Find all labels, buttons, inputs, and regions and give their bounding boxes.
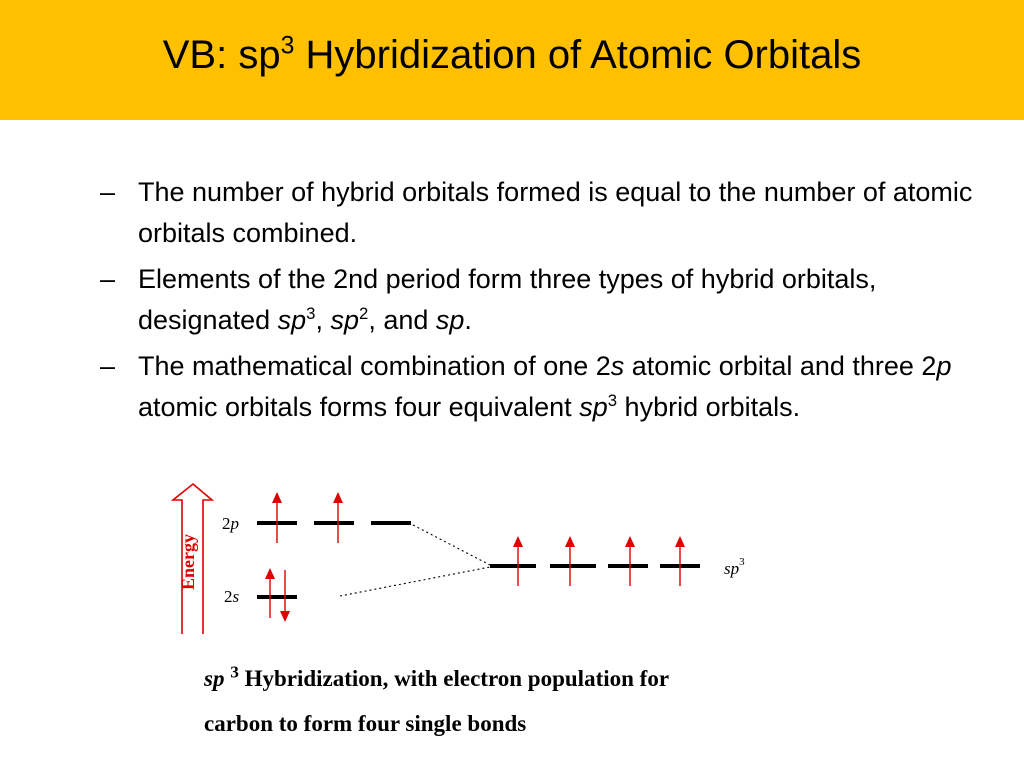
title-prefix: VB: sp [162, 33, 281, 77]
label-2s-letter: s [232, 587, 240, 606]
energy-label: Energy [178, 534, 198, 590]
bullet-superscript: 3 [607, 391, 618, 410]
bullet-text: The number of hybrid orbitals formed is equal to the number of atomic orbitals combined. [138, 177, 973, 248]
bullet-text: , [315, 305, 331, 335]
bullet-italic: s [610, 351, 625, 381]
bullet-italic: sp [330, 305, 360, 335]
caption-text: carbon to form four single bonds [204, 711, 527, 736]
electron-up-arrow [625, 536, 635, 586]
bullet-italic: sp [435, 305, 465, 335]
title-superscript: 3 [280, 32, 295, 60]
bullet-italic: p [936, 351, 952, 381]
bullet-superscript: 2 [359, 304, 369, 323]
bullet-text: atomic orbitals forms four equivalent [138, 392, 580, 422]
electron-up-arrow [272, 492, 282, 543]
label-sp3-base: sp [724, 559, 740, 578]
connector-2s [340, 567, 490, 596]
label-2p-number: 2 [222, 514, 231, 533]
bullet-text: The mathematical combination of one 2 [138, 351, 611, 381]
label-2s [224, 587, 240, 606]
label-2p [222, 514, 239, 533]
label-2s-number: 2 [224, 587, 233, 606]
label-sp3 [724, 556, 745, 578]
electron-up-arrow [513, 536, 523, 586]
label-2p-letter: p [230, 514, 239, 533]
bullet-text: . [464, 305, 472, 335]
bullet-italic: sp [277, 305, 307, 335]
caption-line-1 [204, 662, 804, 692]
caption-text: Hybridization, with electron population for [238, 666, 670, 691]
bullet-text: hybrid orbitals. [617, 392, 801, 422]
connector-2p [413, 525, 490, 565]
label-sp3-sup: 3 [739, 556, 745, 568]
bullet-dash: – [100, 177, 116, 207]
bullet-italic: sp [579, 392, 608, 422]
bullet-superscript: 3 [306, 304, 316, 323]
caption-line-2 [204, 711, 804, 737]
electron-up-arrow [333, 492, 343, 543]
bullet-text: , and [368, 305, 436, 335]
bullet-text: Elements of the 2nd period form three types of hybrid orbitals, designated [138, 264, 877, 335]
electron-up-arrow [565, 536, 575, 586]
bullet-dash: – [100, 264, 116, 294]
caption-italic: sp [204, 666, 225, 691]
electron-up-arrow [265, 568, 275, 618]
bullet-text: atomic orbital and three 2 [624, 351, 937, 381]
caption-superscript: 3 [230, 662, 239, 682]
electron-up-arrow [675, 536, 685, 586]
title-suffix: Hybridization of Atomic Orbitals [294, 33, 862, 77]
bullet-dash: – [100, 351, 116, 381]
